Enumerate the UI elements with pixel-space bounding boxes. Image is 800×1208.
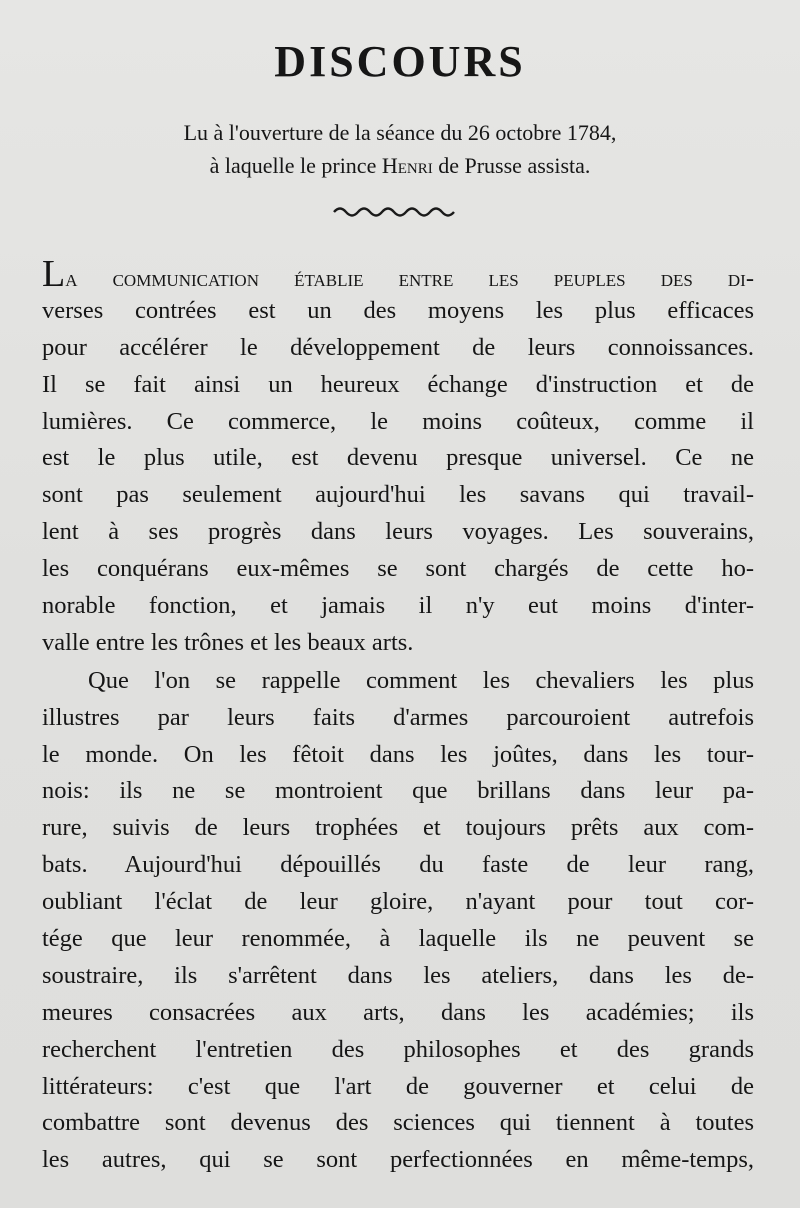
- text-line: valle entre les trônes et les beaux arts.: [42, 628, 414, 656]
- text-line: est le plus utile, est devenu presque universel. Ce ne: [42, 444, 754, 472]
- page-subtitle: [60, 116, 740, 182]
- text-line: pour accélérer le développement de leurs connoissances.: [42, 333, 754, 361]
- text-line: verses contrées est un des moyens les plus efficaces: [42, 296, 754, 324]
- text-line: le monde. On les fêtoit dans les joûtes, dans les tour-: [42, 740, 754, 768]
- body-text: [42, 253, 754, 1179]
- text-line: lumières. Ce commerce, le moins coûteux, comme il: [42, 407, 754, 435]
- text-line: tége que leur renommée, à laquelle ils ne peuvent se: [42, 925, 754, 953]
- text-line: bats. Aujourd'hui dépouillés du faste de leur rang,: [42, 851, 754, 879]
- subtitle-line-2-post: de Prusse assista.: [432, 153, 591, 178]
- text-line: oubliant l'éclat de leur gloire, n'ayant pour tout cor-: [42, 888, 754, 916]
- text-line: lent à ses progrès dans leurs voyages. Les souverains,: [42, 518, 754, 546]
- drop-cap: L: [42, 253, 66, 295]
- wavy-ornament-divider: [330, 200, 460, 222]
- text-line: littérateurs: c'est que l'art de gouverner et celui de: [42, 1072, 754, 1100]
- text-line: Il se fait ainsi un heureux échange d'instruction et de: [42, 370, 754, 398]
- text-line: sont pas seulement aujourd'hui les savans qui travail-: [42, 481, 754, 509]
- paragraph-1: [42, 253, 754, 662]
- text-line: norable fonction, et jamais il n'y eut moins d'inter-: [42, 592, 754, 620]
- text-line: meures consacrées aux arts, dans les académies; ils: [42, 998, 754, 1026]
- first-line-rest: a communication établie entre les peuples des di-: [65, 265, 754, 292]
- text-line: illustres par leurs faits d'armes parcouroient autrefois: [42, 703, 754, 731]
- subtitle-line-1: Lu à l'ouverture de la séance du 26 octobre 1784,: [183, 120, 617, 145]
- text-line: soustraire, ils s'arrêtent dans les ateliers, dans les de-: [42, 961, 754, 989]
- text-line: les conquérans eux-mêmes se sont chargés de cette ho-: [42, 555, 754, 583]
- text-line: combattre sont devenus des sciences qui tiennent à toutes: [42, 1109, 754, 1137]
- subtitle-line-2: [60, 149, 740, 182]
- text-line: les autres, qui se sont perfectionnées en même-temps,: [42, 1146, 754, 1174]
- subtitle-line-2-pre: à laquelle le prince: [209, 153, 382, 178]
- text-line: Que l'on se rappelle comment les chevaliers les plus: [88, 666, 754, 694]
- text-line: rure, suivis de leurs trophées et toujours prêts aux com-: [42, 814, 754, 842]
- text-line: nois: ils ne se montroient que brillans dans leur pa-: [42, 777, 754, 805]
- text-line: recherchent l'entretien des philosophes et des grands: [42, 1035, 754, 1063]
- paragraph-1-line-1: [42, 253, 754, 295]
- paragraph-2: [42, 663, 754, 1179]
- prince-name: Henri: [381, 153, 433, 178]
- page-title: DISCOURS: [274, 37, 526, 86]
